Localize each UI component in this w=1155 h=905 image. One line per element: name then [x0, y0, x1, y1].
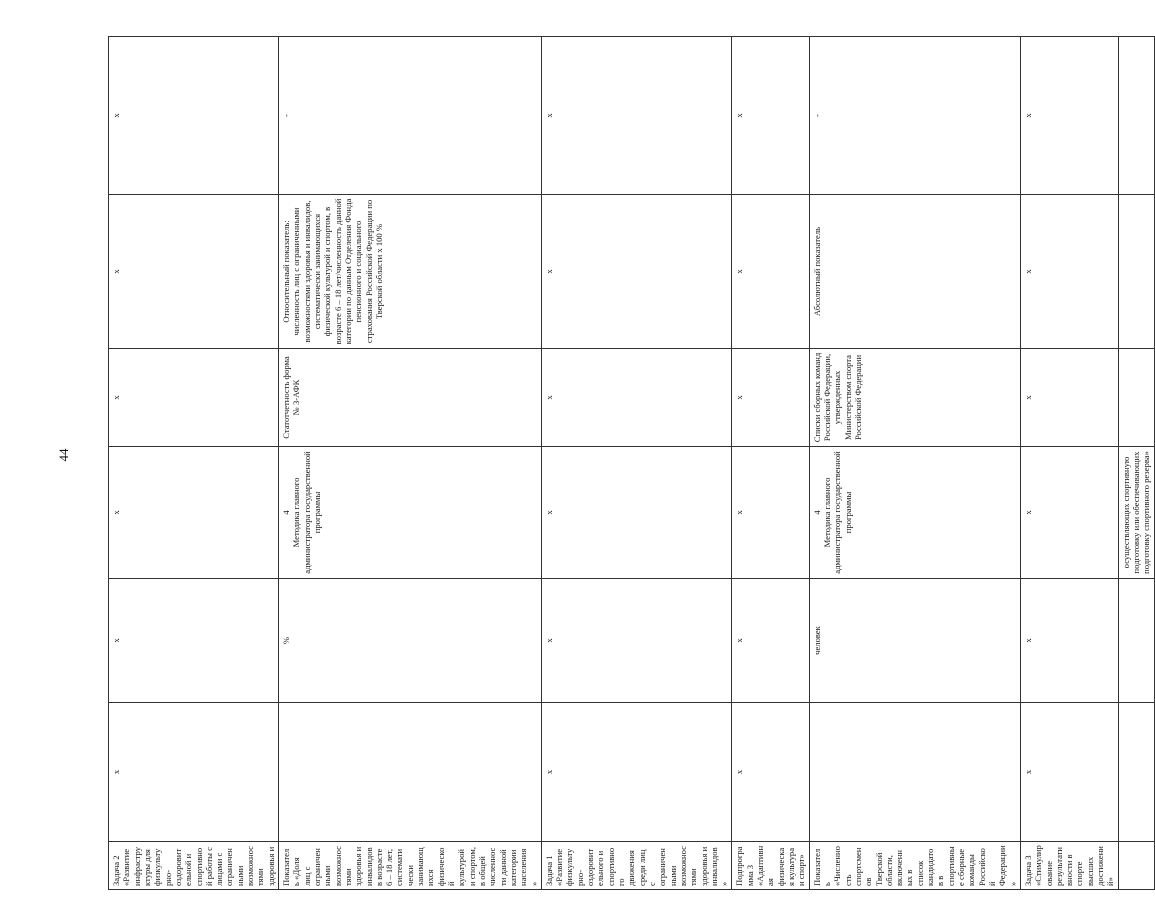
table-cell-c5: x — [732, 579, 809, 703]
table-cell-c7: Задача 3 «Стимулирование результативности в спорте высших достижений» — [1020, 842, 1118, 890]
table-cell-c7: Задача 1 «Развитие физкультурно-оздоровительного и спортивного движения среди лиц с ограниченными возможностями здоровья и инвалидов» — [541, 842, 732, 890]
table-cell-c2: Относительный показатель: численность лиц с ограниченными возможностями здоровья и инвалидов, систематически занимающихся физической культурой и спортом, в возрасте 6 – 18 лет/численность данной категории по данным Отделения Фонда пенсионного и социального страхования Российской Федерации по Тверской области x 100 % — [279, 195, 542, 349]
table-cell-c5: человек — [809, 579, 1020, 703]
table-row — [109, 37, 279, 890]
table-row — [279, 37, 542, 890]
table-cell-c3: x — [109, 349, 279, 447]
table-row — [1020, 37, 1118, 890]
table-cell-c2: x — [109, 195, 279, 349]
table-cell-c5: x — [109, 579, 279, 703]
table-cell-c6: x — [732, 703, 809, 842]
table-cell-c3: x — [1020, 349, 1118, 447]
table-cell-c6 — [1118, 703, 1154, 842]
table-cell-c2: x — [1020, 195, 1118, 349]
table-cell-c2: x — [732, 195, 809, 349]
table-cell-c3: x — [541, 349, 732, 447]
table-cell-c7 — [1118, 842, 1154, 890]
table-cell-c1: x — [732, 37, 809, 195]
table-cell-c7: Задача 2 «Развитие инфраструктуры для физкультурно-оздоровительной и спортивной работы с лицами с ограниченными возможностями здоровья и — [109, 842, 279, 890]
table-cell-c6: x — [541, 703, 732, 842]
table-cell-c3: Списки сборных команд Российской Федерации, утвержденных Министерством спорта Российской Федерации — [809, 349, 1020, 447]
table-cell-c1: - — [279, 37, 542, 195]
table-cell-c6 — [809, 703, 1020, 842]
rotated-table-wrapper — [108, 37, 1152, 890]
table-cell-c1: - — [809, 37, 1020, 195]
table-cell-c4: осуществляющих спортивную подготовку или обеспечивающих подготовку спортивного резерва» — [1118, 447, 1154, 579]
table-cell-c1: x — [541, 37, 732, 195]
table-cell-c1 — [1118, 37, 1154, 195]
table-cell-c3: x — [732, 349, 809, 447]
table-cell-c1: x — [109, 37, 279, 195]
table-cell-c6 — [279, 703, 542, 842]
table-cell-c4: 4 Методика главного администратора государственной программы — [809, 447, 1020, 579]
table-cell-c2 — [1118, 195, 1154, 349]
table-cell-c3: Статотчетность форма № 3-АФК — [279, 349, 542, 447]
table-cell-c3 — [1118, 349, 1154, 447]
table-cell-c6: x — [109, 703, 279, 842]
table-cell-c7: Показатель «Доля лиц с ограниченными возможностями здоровья и инвалидов в возрасте 6 – 18 лет, систематически занимающихся физической культурой и спортом, в общей численности данной категории населения» — [279, 842, 542, 890]
table-cell-c2: Абсолютный показатель — [809, 195, 1020, 349]
table-cell-c1: x — [1020, 37, 1118, 195]
table-row — [732, 37, 809, 890]
table-cell-c5: x — [541, 579, 732, 703]
table-cell-c4: 4 Методика главного администратора государственной программы — [279, 447, 542, 579]
table-cell-c5: % — [279, 579, 542, 703]
table-cell-c6: x — [1020, 703, 1118, 842]
table-row — [1118, 37, 1154, 890]
table-cell-c4: x — [732, 447, 809, 579]
table-cell-c4: x — [541, 447, 732, 579]
table-cell-c7: Показатель «Численность спортсменов Тверской области, включенных в список кандидатов в спортивные сборные команды Российской Федерации» — [809, 842, 1020, 890]
table-cell-c4: x — [109, 447, 279, 579]
table-cell-c2: x — [541, 195, 732, 349]
table-row — [541, 37, 732, 890]
page-number: 44 — [56, 448, 71, 462]
table-row — [809, 37, 1020, 890]
table-cell-c4: x — [1020, 447, 1118, 579]
indicator-table — [108, 36, 1155, 890]
table-cell-c5 — [1118, 579, 1154, 703]
table-cell-c7: Подпрограмма 3 «Адаптивная физическая культура и спорт» — [732, 842, 809, 890]
table-cell-c5: x — [1020, 579, 1118, 703]
